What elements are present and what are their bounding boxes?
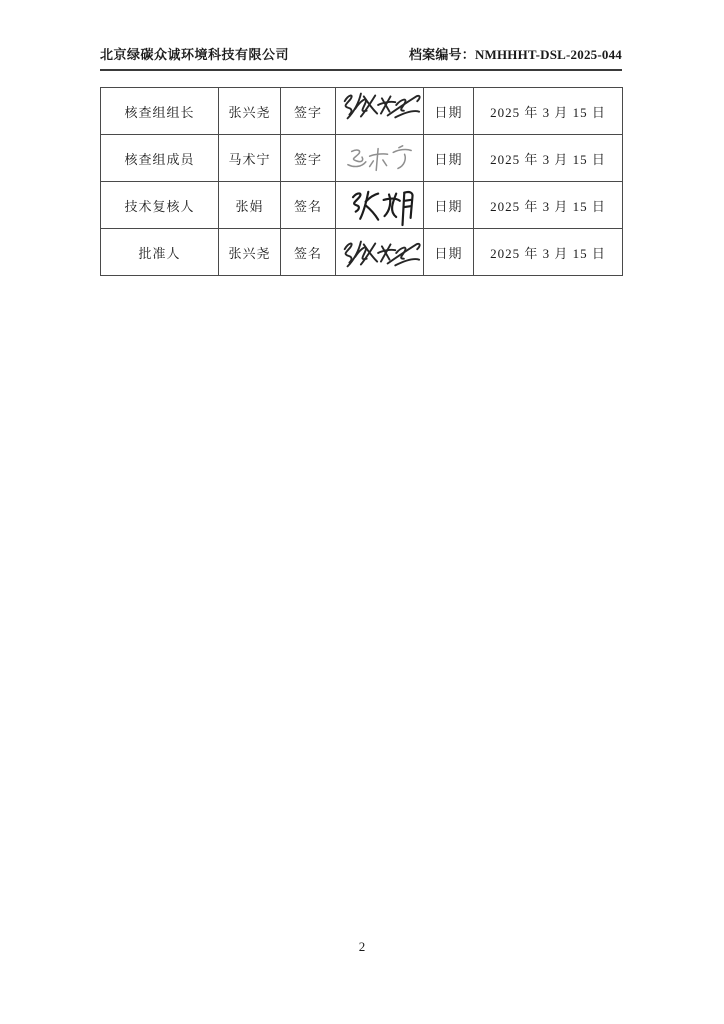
table-row	[101, 135, 623, 182]
date-label-cell: 日期	[424, 88, 474, 135]
file-number-label: 档案编号：	[408, 47, 475, 62]
file-number	[409, 44, 622, 63]
signature-cell	[336, 229, 424, 276]
signature-zhangxingyao-image	[338, 233, 422, 273]
date-cell: 2025 年 3 月 15 日	[474, 88, 623, 135]
role-cell: 核查组成员	[101, 135, 219, 182]
role-cell: 技术复核人	[101, 182, 219, 229]
signature-mashuning-image	[342, 142, 418, 176]
page-number: 2	[358, 939, 366, 954]
signature-zhangjuan-image	[344, 183, 416, 233]
sign-label-cell: 签名	[281, 182, 336, 229]
page-header	[100, 40, 622, 71]
table-row	[101, 182, 623, 229]
date-label-cell: 日期	[424, 182, 474, 229]
file-number-value: NMHHHT-DSL-2025-044	[474, 47, 622, 62]
role-cell: 核查组组长	[101, 88, 219, 135]
date-label-cell: 日期	[424, 135, 474, 182]
name-cell: 张娟	[219, 182, 281, 229]
date-cell: 2025 年 3 月 15 日	[474, 229, 623, 276]
table-row	[101, 229, 623, 276]
signature-table	[100, 87, 623, 276]
signature-zhangxingyao-image	[338, 85, 422, 125]
name-cell: 张兴尧	[219, 88, 281, 135]
date-cell: 2025 年 3 月 15 日	[474, 135, 623, 182]
name-cell: 张兴尧	[219, 229, 281, 276]
signature-cell	[336, 88, 424, 135]
role-cell: 批准人	[101, 229, 219, 276]
company-name: 北京绿碳众诚环境科技有限公司	[100, 47, 290, 62]
sign-label-cell: 签字	[281, 88, 336, 135]
signature-cell	[336, 182, 424, 229]
table-row	[101, 88, 623, 135]
date-cell: 2025 年 3 月 15 日	[474, 182, 623, 229]
date-label-cell: 日期	[424, 229, 474, 276]
signature-cell	[336, 135, 424, 182]
sign-label-cell: 签名	[281, 229, 336, 276]
sign-label-cell: 签字	[281, 135, 336, 182]
name-cell: 马术宁	[219, 135, 281, 182]
